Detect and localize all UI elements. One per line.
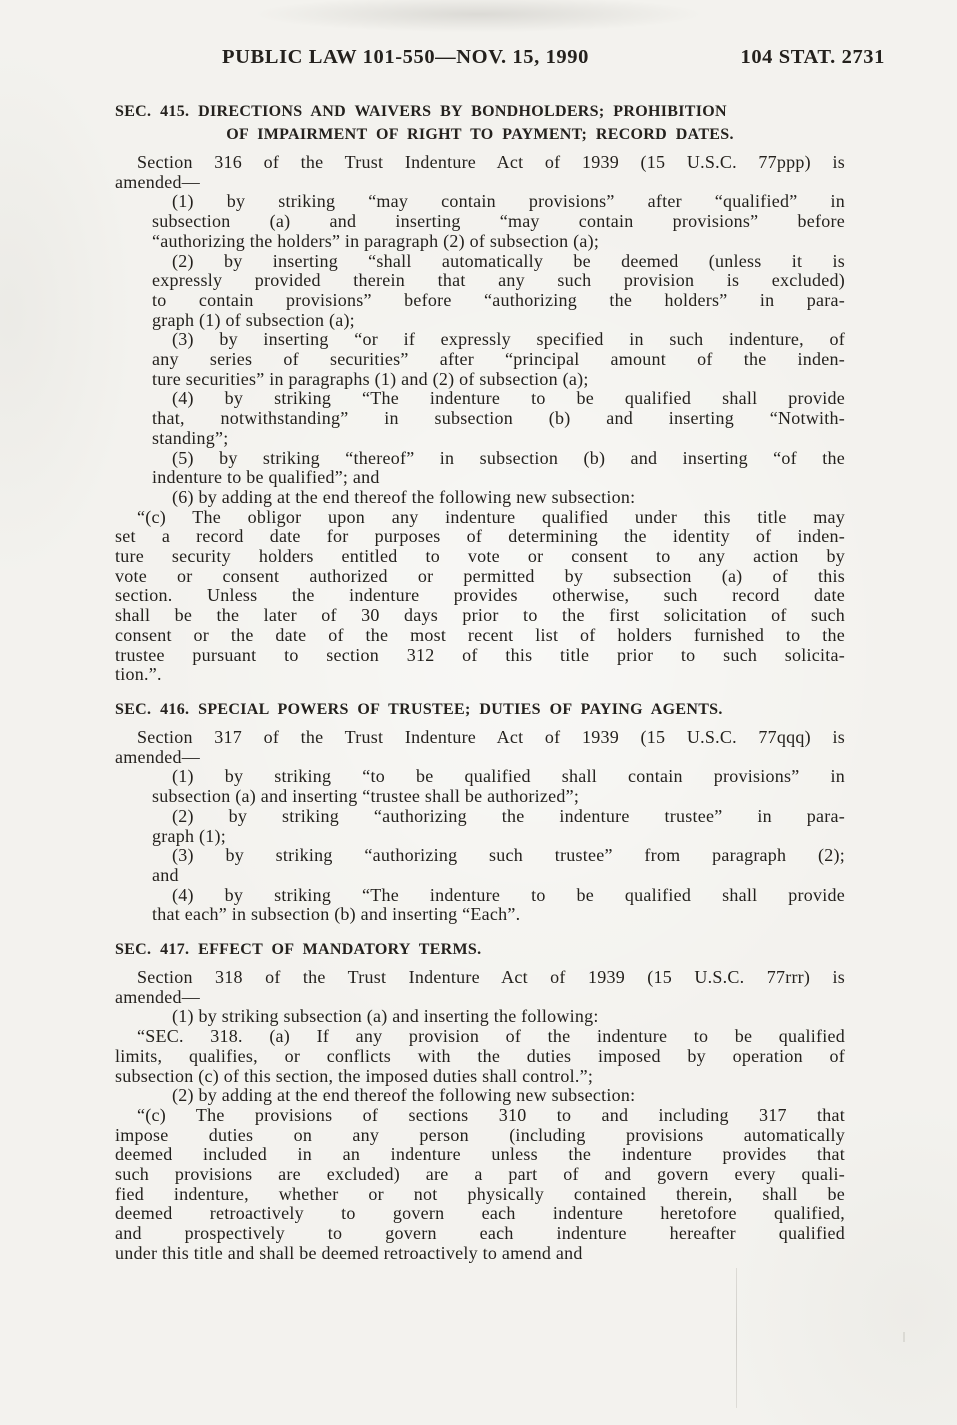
text-line: trustee pursuant to section 312 of this title prior to such solicita-: [115, 644, 845, 665]
text-line: (5) by striking “thereof” in subsection (b) and inserting “of the: [172, 447, 845, 468]
text-line: such provisions are excluded) are a part of and govern every quali-: [115, 1164, 845, 1185]
text-line: amended—: [115, 746, 200, 767]
text-line: OF IMPAIRMENT OF RIGHT TO PAYMENT; RECORD DATES.: [226, 126, 734, 143]
text-line: section. Unless the indenture provides otherwise, such record date: [115, 585, 845, 606]
scan-line-artifact: [736, 1268, 737, 1408]
text-line: “SEC. 318. (a) If any provision of the indenture to be qualified: [137, 1026, 845, 1047]
sec-417-heading: [115, 938, 845, 961]
sec-416-item-1: [152, 767, 845, 806]
text-line: and: [152, 864, 179, 885]
text-line: consent or the date of the most recent list of holders furnished to the: [115, 624, 845, 645]
text-line: (3) by striking “authorizing such trustee” from paragraph (2);: [172, 845, 845, 866]
sec-415-item-1: [152, 192, 845, 251]
text-line: (1) by striking “may contain provisions” after “qualified” in: [172, 191, 845, 212]
text-line: graph (1) of subsection (a);: [152, 309, 355, 330]
text-line: limits, qualifies, or conflicts with the duties imposed by operation of: [115, 1045, 845, 1066]
text-line: deemed included in an indenture unless the indenture provides that: [115, 1144, 845, 1165]
sec-416-item-4: [152, 886, 845, 925]
text-line: that each” in subsection (b) and inserting “Each”.: [152, 904, 521, 925]
text-line: shall be the later of 30 days prior to the first solicitation of such: [115, 605, 845, 626]
text-line: SEC. 415. DIRECTIONS AND WAIVERS BY BONDHOLDERS; PROHIBITION: [115, 103, 727, 120]
sec-415-item-6: [152, 488, 845, 508]
sec-415-item-3: [152, 330, 845, 389]
text-line: vote or consent authorized or permitted by subsection (a) of this: [115, 565, 845, 586]
text-line: amended—: [115, 986, 200, 1007]
text-line: ture security holders entitled to vote or consent to any action by: [115, 546, 845, 567]
text-line: deemed retroactively to govern each indenture heretofore qualified,: [115, 1203, 845, 1224]
running-head-stat-number: 104 STAT. 2731: [740, 46, 885, 68]
text-line: (4) by striking “The indenture to be qualified shall provide: [172, 388, 845, 409]
text-line: (2) by inserting “shall automatically be deemed (unless it is: [172, 250, 845, 271]
text-line: indenture to be qualified”; and: [152, 467, 380, 488]
sec-416-heading: [115, 698, 845, 721]
sec-415-item-4: [152, 389, 845, 448]
text-line: subsection (a) and inserting “trustee shall be authorized”;: [152, 786, 580, 807]
text-line: (2) by striking “authorizing the indenture trustee” in para-: [172, 805, 845, 826]
text-line: “authorizing the holders” in paragraph (2) of subsection (a);: [152, 230, 600, 251]
text-line: (2) by adding at the end thereof the following new subsection:: [172, 1085, 636, 1106]
sec-417-intro: [115, 968, 845, 1007]
text-line: “(c) The obligor upon any indenture qualified under this title may: [137, 506, 845, 527]
text-line: “(c) The provisions of sections 310 to and including 317 that: [137, 1104, 845, 1125]
text-line: (1) by striking subsection (a) and inserting the following:: [172, 1006, 599, 1027]
sec-415-intro: [115, 153, 845, 192]
text-line: (1) by striking “to be qualified shall contain provisions” in: [172, 766, 845, 787]
text-line: any series of securities” after “principal amount of the inden-: [152, 349, 845, 370]
text-line: (6) by adding at the end thereof the following new subsection:: [172, 486, 636, 507]
text-line: subsection (a) and inserting “may contain provisions” before: [152, 211, 845, 232]
sec-416-intro: [115, 728, 845, 767]
text-line: impose duties on any person (including provisions automatically: [115, 1124, 845, 1145]
text-line: Section 317 of the Trust Indenture Act of 1939 (15 U.S.C. 77qqq) is: [137, 726, 845, 747]
sec-415-heading: [115, 100, 845, 146]
text-line: amended—: [115, 171, 200, 192]
text-line: and prospectively to govern each indenture hereafter qualified: [115, 1223, 845, 1244]
text-line: SEC. 416. SPECIAL POWERS OF TRUSTEE; DUTIES OF PAYING AGENTS.: [115, 700, 723, 718]
text-line: SEC. 417. EFFECT OF MANDATORY TERMS.: [115, 941, 482, 959]
text-line: standing”;: [152, 427, 229, 448]
sec-415-item-2: [152, 252, 845, 331]
text-line: (4) by striking “The indenture to be qualified shall provide: [172, 884, 845, 905]
sec-415-item-5: [152, 449, 845, 488]
sec-416-item-2: [152, 807, 845, 846]
text-line: tion.”.: [115, 664, 162, 685]
sec-417-item-1: [152, 1007, 845, 1027]
sec-417-new-sec-318: [115, 1027, 845, 1086]
text-line: under this title and shall be deemed retroactively to amend and: [115, 1242, 583, 1263]
text-line: Section 318 of the Trust Indenture Act of 1939 (15 U.S.C. 77rrr) is: [137, 967, 845, 988]
scan-speck-artifact: [903, 1332, 905, 1342]
text-line: to contain provisions” before “authorizing the holders” in para-: [152, 289, 845, 310]
text-line: that, notwithstanding” in subsection (b) and inserting “Notwith-: [152, 408, 845, 429]
sec-417-new-subsection-c: [115, 1106, 845, 1264]
text-line: (3) by inserting “or if expressly specified in such indenture, of: [172, 329, 845, 350]
text-line: expressly provided therein that any such provision is excluded): [152, 270, 845, 291]
running-head-law-title: PUBLIC LAW 101-550—NOV. 15, 1990: [222, 46, 589, 68]
text-line: subsection (c) of this section, the imposed duties shall control.”;: [115, 1065, 594, 1086]
text-column: [115, 100, 845, 1264]
text-line: set a record date for purposes of determining the identity of inden-: [115, 526, 845, 547]
text-line: fied indenture, whether or not physically contained therein, shall be: [115, 1183, 845, 1204]
sec-416-item-3: [152, 846, 845, 885]
sec-415-new-subsection-c: [115, 508, 845, 685]
text-line: graph (1);: [152, 825, 226, 846]
sec-417-item-2: [152, 1086, 845, 1106]
text-line: ture securities” in paragraphs (1) and (2) of subsection (a);: [152, 368, 589, 389]
text-line: Section 316 of the Trust Indenture Act of 1939 (15 U.S.C. 77ppp) is: [137, 152, 845, 172]
